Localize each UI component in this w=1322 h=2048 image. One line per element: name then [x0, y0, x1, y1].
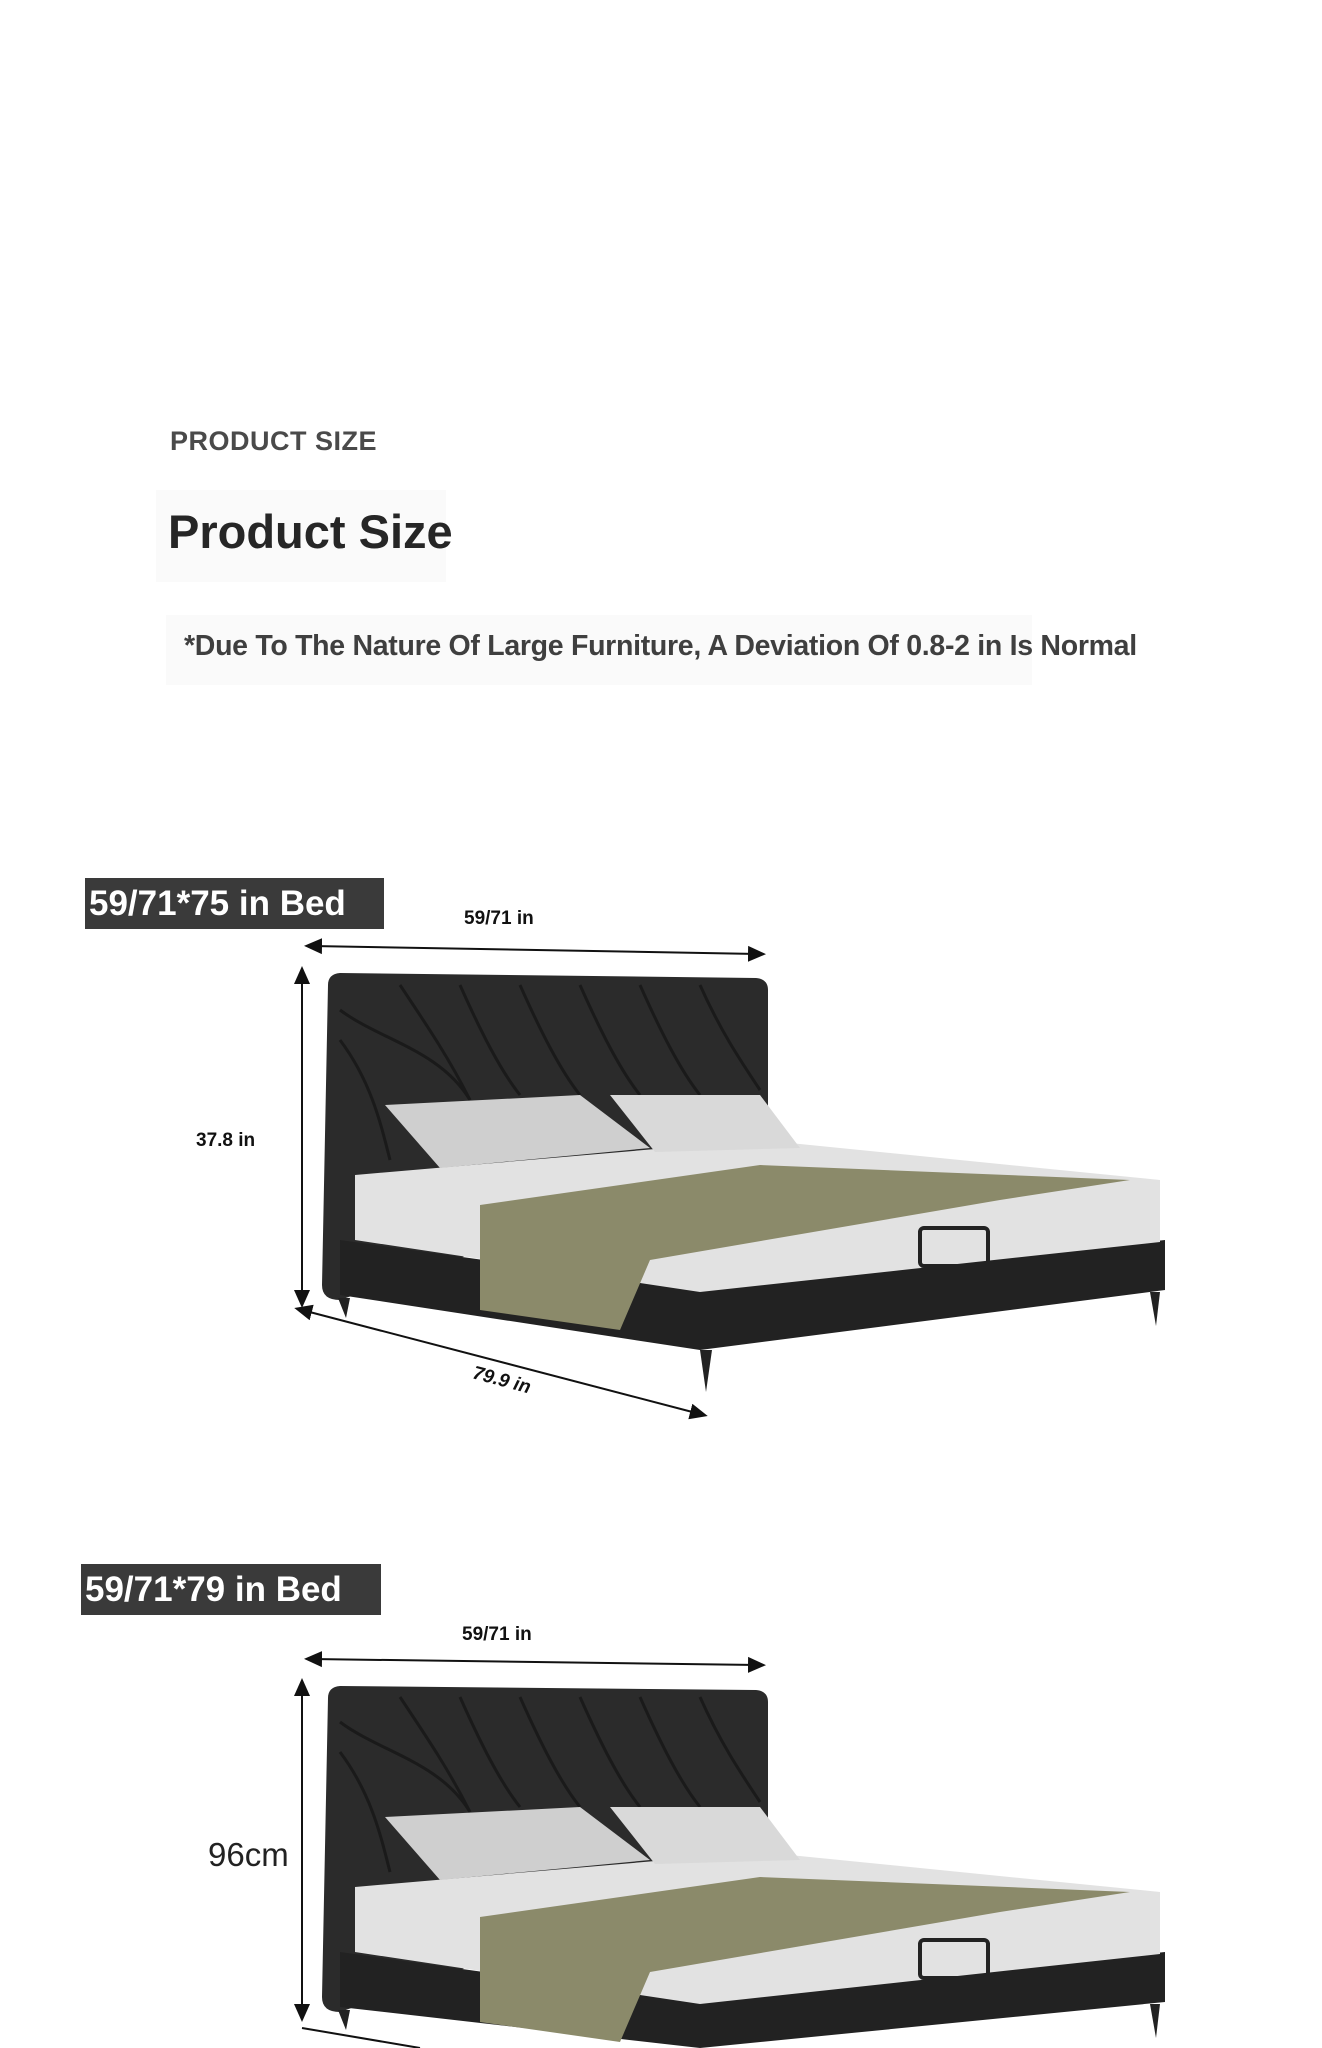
- bed-frame-79: [322, 1686, 1165, 2048]
- width-dimension-label: 59/71 in: [462, 1624, 532, 1645]
- height-dimension-label: 96cm: [208, 1836, 289, 1873]
- width-dimension-label: 59/71 in: [464, 908, 534, 929]
- height-dimension-label: 37.8 in: [196, 1130, 256, 1151]
- product-tag-75: 59/71*75 in Bed: [85, 878, 384, 929]
- product-tag-79: 59/71*79 in Bed: [81, 1564, 381, 1615]
- section-eyebrow: PRODUCT SIZE: [170, 426, 378, 456]
- length-dimension-label: 79.9 in: [470, 1362, 533, 1399]
- page-title: Product Size: [168, 505, 453, 558]
- deviation-note: *Due To The Nature Of Large Furniture, A Deviation Of 0.8-2 in Is Normal: [184, 630, 1137, 662]
